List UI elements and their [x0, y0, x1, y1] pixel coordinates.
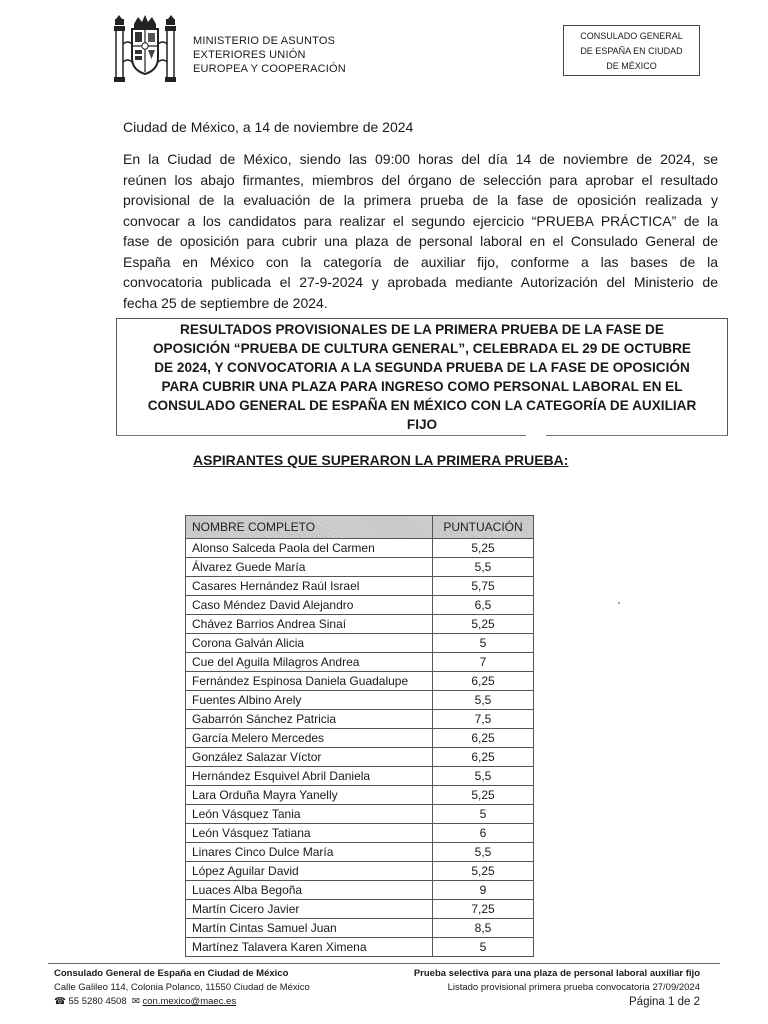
paragraph-line: reúnen los abajo firmantes, miembros del órgano de selección para aprobar el resultado — [123, 171, 718, 188]
ministry-name — [193, 34, 346, 76]
table-row — [186, 539, 534, 558]
scan-speck — [618, 602, 620, 604]
candidate-score-cell: 7,25 — [433, 900, 534, 919]
table-row — [186, 710, 534, 729]
table-header-row — [186, 516, 534, 539]
paragraph-line: fase de oposición para cubrir una plaza de personal laboral en el Consulado General de — [123, 233, 718, 249]
footer-address: Calle Galileo 114, Colonia Polanco, 11550 Ciudad de México — [54, 982, 310, 993]
intro-paragraph — [123, 149, 718, 313]
table-row — [186, 615, 534, 634]
title-line: OPOSICIÓN “PRUEBA DE CULTURA GENERAL”, CELEBRADA EL 29 DE OCTUBRE — [152, 341, 691, 356]
footer-process-title: Prueba selectiva para una plaza de personal laboral auxiliar fijo — [413, 968, 700, 979]
candidate-name-cell: Luaces Alba Begoña — [186, 881, 433, 900]
candidate-score-cell: 5,5 — [433, 691, 534, 710]
candidate-name-cell: Martín Cicero Javier — [186, 900, 433, 919]
candidate-name-cell: León Vásquez Tania — [186, 805, 433, 824]
title-line: RESULTADOS PROVISIONALES DE LA PRIMERA PRUEBA DE LA FASE DE — [180, 322, 664, 337]
candidate-name-cell: Caso Méndez David Alejandro — [186, 596, 433, 615]
footer-document-info — [380, 967, 700, 1009]
ministry-line: MINISTERIO DE ASUNTOS — [193, 35, 336, 47]
table-row — [186, 558, 534, 577]
document-date: Ciudad de México, a 14 de noviembre de 2024 — [123, 119, 414, 135]
table-row — [186, 729, 534, 748]
candidate-score-cell: 6,5 — [433, 596, 534, 615]
candidate-score-cell: 5,25 — [433, 786, 534, 805]
candidate-name-cell: Corona Galván Alicia — [186, 634, 433, 653]
candidate-score-cell: 6,25 — [433, 672, 534, 691]
table-row — [186, 596, 534, 615]
envelope-icon: ✉ — [129, 996, 140, 1007]
candidate-score-cell: 6 — [433, 824, 534, 843]
table-row — [186, 824, 534, 843]
candidate-score-cell: 5,5 — [433, 767, 534, 786]
candidate-name-cell: Fuentes Albino Arely — [186, 691, 433, 710]
title-line: DE 2024, Y CONVOCATORIA A LA SEGUNDA PRUEBA DE LA FASE DE OPOSICIÓN — [154, 360, 690, 375]
candidate-score-cell: 5,75 — [433, 577, 534, 596]
spanish-coat-of-arms-icon — [112, 14, 178, 88]
candidate-name-cell: González Salazar Víctor — [186, 748, 433, 767]
table-row — [186, 862, 534, 881]
ministry-line: EXTERIORES UNIÓN — [193, 49, 306, 61]
paragraph-line: fecha 25 de septiembre de 2024. — [123, 294, 328, 311]
coat-of-arms-logo — [112, 14, 178, 88]
consulate-line: CONSULADO GENERAL — [580, 31, 683, 41]
candidate-name-cell: Martínez Talavera Karen Ximena — [186, 938, 433, 957]
title-line: CONSULADO GENERAL DE ESPAÑA EN MÉXICO CON LA CATEGORÍA DE AUXILIAR — [147, 398, 697, 413]
table-row — [186, 767, 534, 786]
footer-process-subtitle: Listado provisional primera prueba convocatoria 27/09/2024 — [447, 982, 700, 993]
paragraph-line: provisional de la evaluación de la primera prueba de la fase de oposición realizada y — [123, 192, 718, 208]
candidate-score-cell: 9 — [433, 881, 534, 900]
candidate-score-cell: 5,5 — [433, 843, 534, 862]
title-line: FIJO — [406, 417, 438, 432]
candidate-score-cell: 5,25 — [433, 539, 534, 558]
column-header-name: NOMBRE COMPLETO — [186, 516, 433, 539]
paragraph-line: En la Ciudad de México, siendo las 09:00 horas del día 14 de noviembre de 2024, se — [123, 151, 718, 167]
candidate-name-cell: Alonso Salceda Paola del Carmen — [186, 539, 433, 558]
candidate-score-cell: 6,25 — [433, 748, 534, 767]
table-row — [186, 634, 534, 653]
candidate-name-cell: Chávez Barrios Andrea Sinaí — [186, 615, 433, 634]
candidate-score-cell: 8,5 — [433, 919, 534, 938]
paragraph-line: convocar a los candidatos para realizar el segundo ejercicio “PRUEBA PRÁCTICA” de la — [123, 212, 718, 229]
candidate-score-cell: 5 — [433, 938, 534, 957]
footer-phone: 55 5280 4508 — [68, 996, 127, 1007]
candidate-score-cell: 5 — [433, 805, 534, 824]
table-row — [186, 653, 534, 672]
table-row — [186, 577, 534, 596]
candidate-name-cell: Gabarrón Sánchez Patricia — [186, 710, 433, 729]
title-box-bottom-rule — [546, 435, 728, 436]
candidate-score-cell: 5,25 — [433, 615, 534, 634]
candidate-score-cell: 5,25 — [433, 862, 534, 881]
candidate-name-cell: López Aguilar David — [186, 862, 433, 881]
candidate-name-cell: Linares Cinco Dulce María — [186, 843, 433, 862]
candidate-name-cell: Lara Orduña Mayra Yanelly — [186, 786, 433, 805]
consulate-line: DE MÉXICO — [606, 61, 657, 71]
table-row — [186, 691, 534, 710]
candidate-name-cell: Álvarez Guede María — [186, 558, 433, 577]
consulate-box — [563, 25, 700, 76]
results-title — [116, 320, 728, 434]
table-row — [186, 786, 534, 805]
table-row — [186, 672, 534, 691]
candidate-name-cell: Hernández Esquivel Abril Daniela — [186, 767, 433, 786]
table-row — [186, 843, 534, 862]
table-row — [186, 900, 534, 919]
candidate-name-cell: León Vásquez Tatiana — [186, 824, 433, 843]
candidate-name-cell: Martín Cintas Samuel Juan — [186, 919, 433, 938]
candidate-score-cell: 5,5 — [433, 558, 534, 577]
table-row — [186, 919, 534, 938]
candidate-name-cell: García Melero Mercedes — [186, 729, 433, 748]
candidate-score-cell: 7 — [433, 653, 534, 672]
candidate-score-cell: 6,25 — [433, 729, 534, 748]
candidate-name-cell: Cue del Aguila Milagros Andrea — [186, 653, 433, 672]
footer-consulate-name: Consulado General de España en Ciudad de México — [54, 968, 289, 979]
candidate-name-cell: Fernández Espinosa Daniela Guadalupe — [186, 672, 433, 691]
paragraph-line: convocatoria publicada el 27-9-2024 y aprobada mediante Autorización del Ministerio de — [123, 274, 718, 290]
page-number: Página 1 de 2 — [629, 996, 700, 1008]
title-line: PARA CUBRIR UNA PLAZA PARA INGRESO COMO PERSONAL LABORAL EN EL — [161, 379, 683, 394]
table-row — [186, 805, 534, 824]
column-header-score: PUNTUACIÓN — [433, 516, 534, 539]
table-body — [186, 539, 534, 957]
table-row — [186, 881, 534, 900]
phone-icon: ☎ — [54, 996, 66, 1007]
footer-divider — [48, 963, 720, 964]
footer-phone-email — [54, 995, 310, 1009]
table-row — [186, 938, 534, 957]
candidate-score-cell: 7,5 — [433, 710, 534, 729]
results-table — [185, 515, 534, 957]
ministry-line: EUROPEA Y COOPERACIÓN — [193, 63, 346, 75]
candidate-name-cell: Casares Hernández Raúl Israel — [186, 577, 433, 596]
footer-email-link[interactable]: con.mexico@maec.es — [142, 996, 237, 1007]
consulate-line: DE ESPAÑA EN CIUDAD — [580, 46, 683, 56]
title-box-bottom-rule — [116, 435, 526, 436]
table-row — [186, 748, 534, 767]
section-subtitle: ASPIRANTES QUE SUPERARON LA PRIMERA PRUEBA: — [193, 452, 569, 468]
paragraph-line: España en México con la categoría de auxiliar fijo, conforme a las bases de la — [123, 253, 718, 270]
footer-contact — [54, 967, 310, 1009]
candidate-score-cell: 5 — [433, 634, 534, 653]
